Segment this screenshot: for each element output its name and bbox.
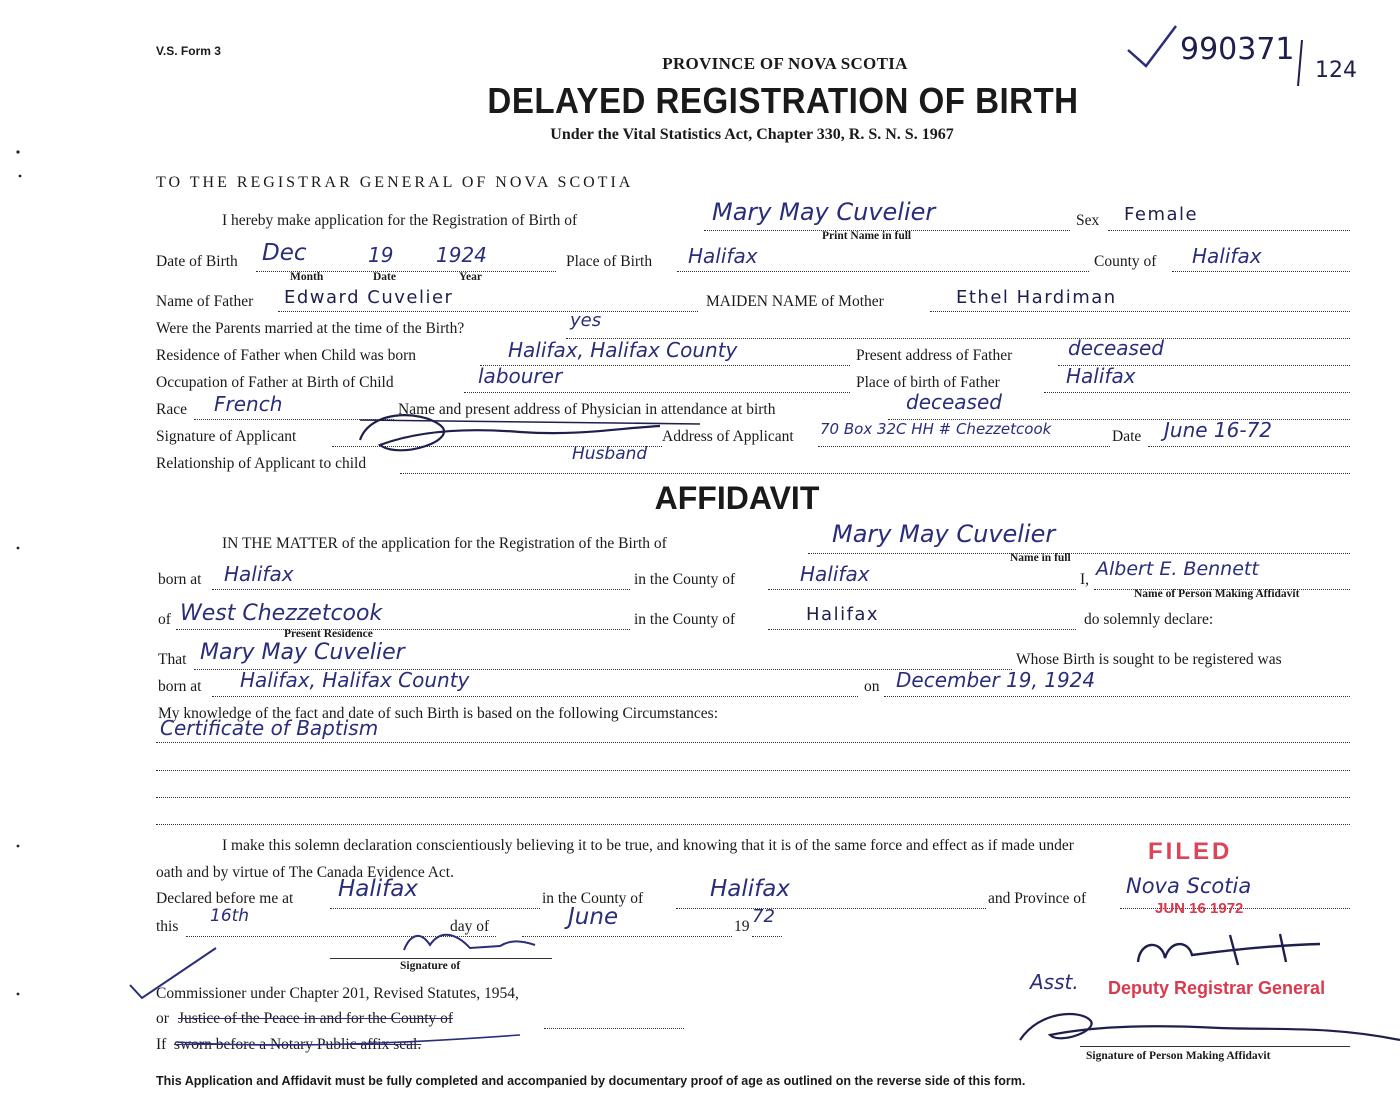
relationship-label: Relationship of Applicant to child (156, 455, 367, 472)
present-address-label: Present address of Father (856, 347, 1013, 364)
dob-label: Date of Birth (156, 253, 238, 270)
justice-line: Justice of the Peace in and for the County of (178, 1010, 454, 1027)
sex-value: Female (1124, 204, 1199, 225)
county-value: Halifax (1192, 244, 1262, 268)
name-caption: Print Name in full (822, 230, 912, 242)
reg-divider-icon (1298, 40, 1302, 86)
this-label: this (156, 918, 179, 935)
affiant-caption: Name of Person Making Affidavit (1134, 588, 1300, 600)
year-suffix: 72 (752, 906, 775, 927)
signature-of-caption: Signature of (400, 960, 461, 972)
dob-year: 1924 (436, 243, 487, 267)
born-at-label-2: born at (158, 678, 202, 695)
i-label: I, (1080, 571, 1090, 588)
born-on-value: December 19, 1924 (896, 668, 1096, 692)
race-label: Race (156, 401, 187, 418)
signature-underline-icon (360, 420, 700, 424)
year-prefix: 19 (734, 918, 750, 935)
year-caption: Year (459, 271, 482, 283)
county-label-2: in the County of (634, 611, 736, 628)
date-value: June 16-72 (1164, 418, 1273, 442)
that-label: That (158, 651, 187, 668)
province-label: and Province of (988, 890, 1087, 907)
applicant-address-value: 70 Box 32C HH # Chezzetcook (820, 420, 1052, 438)
affidavit-heading: AFFIDAVIT (654, 480, 820, 516)
if-label: If (156, 1036, 167, 1053)
race-value: French (214, 392, 283, 416)
addressee-line: TO THE REGISTRAR GENERAL OF NOVA SCOTIA (156, 174, 634, 191)
month-value: June (568, 904, 619, 930)
month-caption: Month (290, 271, 324, 283)
place-label: Place of Birth (566, 253, 653, 270)
matter-name-caption: Name in full (1010, 552, 1071, 564)
page-title: DELAYED REGISTRATION OF BIRTH (487, 80, 1079, 121)
matter-label: IN THE MATTER of the application for the Registration of the Birth of (222, 535, 667, 552)
registration-subnumber: 124 (1315, 58, 1357, 83)
on-label: on (864, 678, 880, 695)
solemn-declaration-1: I make this solemn declaration conscientiously believing it to be true, and knowing that it is of the same force and effect as if made under (222, 837, 1074, 854)
date-caption: Date (373, 271, 396, 283)
margin-dot-icon (17, 845, 20, 848)
margin-dot-icon (19, 175, 22, 178)
county-label: County of (1094, 253, 1157, 270)
margin-dot-icon (16, 150, 19, 153)
solemn-declaration-2: oath and by virtue of The Canada Evidence Act. (156, 864, 454, 881)
page-subtitle: Under the Vital Statistics Act, Chapter 330, R. S. N. S. 1967 (550, 126, 954, 143)
residence-value: Halifax, Halifax County (508, 338, 738, 362)
day-value: 16th (210, 906, 250, 926)
asst-annotation: Asst. (1030, 970, 1079, 994)
declare-label: do solemnly declare: (1084, 611, 1214, 628)
born-at-label: born at (158, 571, 202, 588)
commissioner-signature-icon (404, 935, 535, 950)
child-name: Mary May Cuvelier (712, 198, 936, 226)
father-birthplace-label: Place of birth of Father (856, 374, 1000, 391)
declared-label: Declared before me at (156, 890, 294, 907)
residence-caption: Present Residence (284, 628, 373, 640)
footer-note: This Application and Affidavit must be fully completed and accompanied by documentary proof of age as outlined on the reverse side of this form. (156, 1074, 1026, 1088)
dob-month: Dec (262, 240, 307, 266)
dob-date: 19 (368, 243, 394, 267)
matter-name: Mary May Cuvelier (832, 520, 1056, 548)
mother-value: Ethel Hardiman (956, 287, 1117, 308)
check-mark-icon (1128, 26, 1176, 66)
county-label-1: in the County of (634, 571, 736, 588)
county-value-2: Halifax (806, 604, 880, 625)
married-value: yes (570, 310, 602, 331)
notary-line: sworn before a Notary Public affix seal. (174, 1036, 422, 1053)
knowledge-label: My knowledge of the fact and date of such Birth is based on the following Circumstances: (158, 705, 719, 722)
occupation-value: labourer (478, 364, 563, 388)
registration-number: 990371 (1180, 32, 1295, 67)
relationship-value: Husband (572, 444, 648, 464)
deputy-signature-icon (1138, 934, 1320, 965)
occupation-label: Occupation of Father at Birth of Child (156, 374, 394, 391)
mother-label: MAIDEN NAME of Mother (706, 293, 884, 310)
circumstances-value: Certificate of Baptism (160, 716, 379, 740)
father-value: Edward Cuvelier (284, 287, 454, 308)
of-label: of (158, 611, 171, 628)
filed-date-stamp: JUN 16 1972 (1155, 900, 1244, 917)
declared-at-value: Halifax (338, 876, 418, 902)
applicant-address-label: Address of Applicant (662, 428, 794, 445)
residence-label: Residence of Father when Child was born (156, 347, 416, 364)
father-label: Name of Father (156, 293, 254, 310)
day-of-label: day of (450, 918, 490, 935)
commissioner-line: Commissioner under Chapter 201, Revised Statutes, 1954, (156, 985, 519, 1002)
declared-county-label: in the County of (542, 890, 644, 907)
physician-label: Name and present address of Physician in attendance at birth (398, 401, 776, 418)
present-address-value: deceased (1068, 336, 1164, 360)
province-value: Nova Scotia (1126, 874, 1252, 898)
strike-swoop-icon (176, 1035, 520, 1045)
affiant-name: Albert E. Bennett (1096, 558, 1259, 580)
affiant-signature-icon (1020, 1014, 1400, 1040)
declared-county-value: Halifax (710, 876, 790, 902)
affiant-signature-caption: Signature of Person Making Affidavit (1086, 1050, 1271, 1062)
born-at-value: Halifax (224, 562, 294, 586)
that-name: Mary May Cuvelier (200, 640, 405, 665)
place-value: Halifax (688, 244, 758, 268)
residence-aff-value: West Chezzetcook (180, 601, 383, 626)
signature-label: Signature of Applicant (156, 428, 297, 445)
margin-dot-icon (17, 993, 20, 996)
margin-dot-icon (17, 547, 20, 550)
form-number: V.S. Form 3 (156, 44, 221, 58)
filed-stamp: FILED (1148, 838, 1233, 865)
physician-value: deceased (906, 390, 1002, 414)
whose-label: Whose Birth is sought to be registered was (1016, 651, 1282, 668)
date-label: Date (1112, 428, 1142, 445)
father-birthplace-value: Halifax (1066, 364, 1136, 388)
born-at-value-2: Halifax, Halifax County (240, 668, 470, 692)
left-check-icon (130, 948, 216, 998)
county-value-1: Halifax (800, 562, 870, 586)
intro-label: I hereby make application for the Registration of Birth of (222, 212, 578, 229)
or-label: or (156, 1010, 169, 1027)
married-label: Were the Parents married at the time of the Birth? (156, 320, 465, 337)
province-heading: PROVINCE OF NOVA SCOTIA (662, 54, 908, 73)
sex-label: Sex (1076, 212, 1100, 229)
deputy-registrar-stamp: Deputy Registrar General (1108, 978, 1326, 998)
